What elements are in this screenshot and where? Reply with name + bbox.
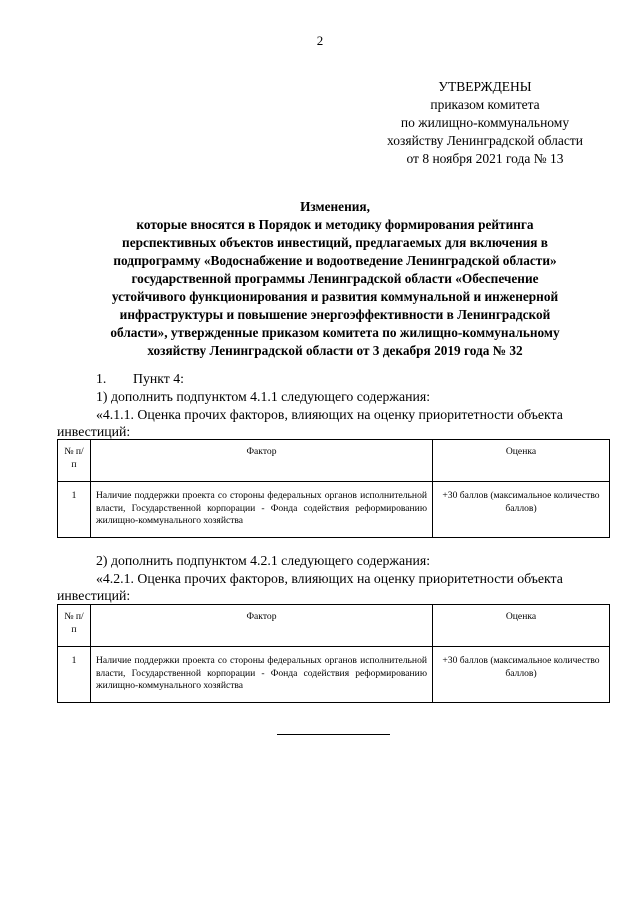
header-factor: Фактор: [91, 440, 433, 482]
title-line: инфраструктуры и повышение энергоэффективности в Ленинградской: [119, 307, 551, 322]
factor-table-1: [57, 439, 610, 538]
title-line: подпрограмму «Водоснабжение и водоотведение Ленинградской области»: [113, 253, 557, 268]
approval-line: УТВЕРЖДЕНЫ: [438, 79, 532, 94]
table-row: [58, 482, 610, 538]
title-line: хозяйству Ленинградской области от 3 декабря 2019 года № 32: [147, 343, 523, 358]
title-line: области», утвержденные приказом комитета по жилищно-коммунальному: [110, 325, 560, 340]
quote-1-line-2: инвестиций:: [57, 424, 131, 439]
cell-factor: Наличие поддержки проекта со стороны федеральных органов исполнительной власти, Государственной корпорации - Фонда содействия реформированию жилищно-коммунального хозяйства: [91, 482, 433, 538]
approval-line: приказом комитета: [430, 97, 540, 112]
approval-line: от 8 ноября 2021 года № 13: [406, 151, 564, 166]
point-label: Пункт 4:: [133, 371, 184, 386]
cell-num: 1: [58, 647, 91, 703]
approval-line: по жилищно-коммунальному: [400, 115, 570, 130]
title-line: которые вносятся в Порядок и методику формирования рейтинга: [136, 217, 534, 232]
quote-2-line-1: «4.2.1. Оценка прочих факторов, влияющих на оценку приоритетности объекта: [96, 571, 563, 586]
quote-1-line-1: «4.1.1. Оценка прочих факторов, влияющих на оценку приоритетности объекта: [96, 407, 563, 422]
point-number: 1.: [96, 371, 107, 386]
table-row: [58, 647, 610, 703]
page-number: 2: [316, 33, 324, 48]
header-num: № п/п: [58, 605, 91, 647]
approval-block: [360, 78, 610, 168]
end-divider: [277, 734, 390, 735]
title-line: государственной программы Ленинградской области «Обеспечение: [131, 271, 539, 286]
header-score: Оценка: [433, 605, 610, 647]
approval-line: хозяйству Ленинградской области: [387, 133, 583, 148]
cell-num: 1: [58, 482, 91, 538]
title-line: Изменения,: [300, 199, 370, 214]
cell-score: +30 баллов (максимальное количество баллов): [433, 482, 610, 538]
cell-score: +30 баллов (максимальное количество баллов): [433, 647, 610, 703]
table-header-row: [58, 440, 610, 482]
subpoint-1: 1) дополнить подпунктом 4.1.1 следующего содержания:: [96, 389, 431, 404]
subpoint-2: 2) дополнить подпунктом 4.2.1 следующего содержания:: [96, 553, 431, 568]
quote-2-line-2: инвестиций:: [57, 588, 131, 603]
cell-factor: Наличие поддержки проекта со стороны федеральных органов исполнительной власти, Государственной корпорации - Фонда содействия реформированию жилищно-коммунального хозяйства: [91, 647, 433, 703]
header-num: № п/п: [58, 440, 91, 482]
factor-table-2: [57, 604, 610, 703]
header-score: Оценка: [433, 440, 610, 482]
title-line: перспективных объектов инвестиций, предлагаемых для включения в: [122, 235, 548, 250]
title-line: устойчивого функционирования и развития коммунальной и инженерной: [111, 289, 559, 304]
header-factor: Фактор: [91, 605, 433, 647]
table-header-row: [58, 605, 610, 647]
document-title: [60, 198, 610, 360]
